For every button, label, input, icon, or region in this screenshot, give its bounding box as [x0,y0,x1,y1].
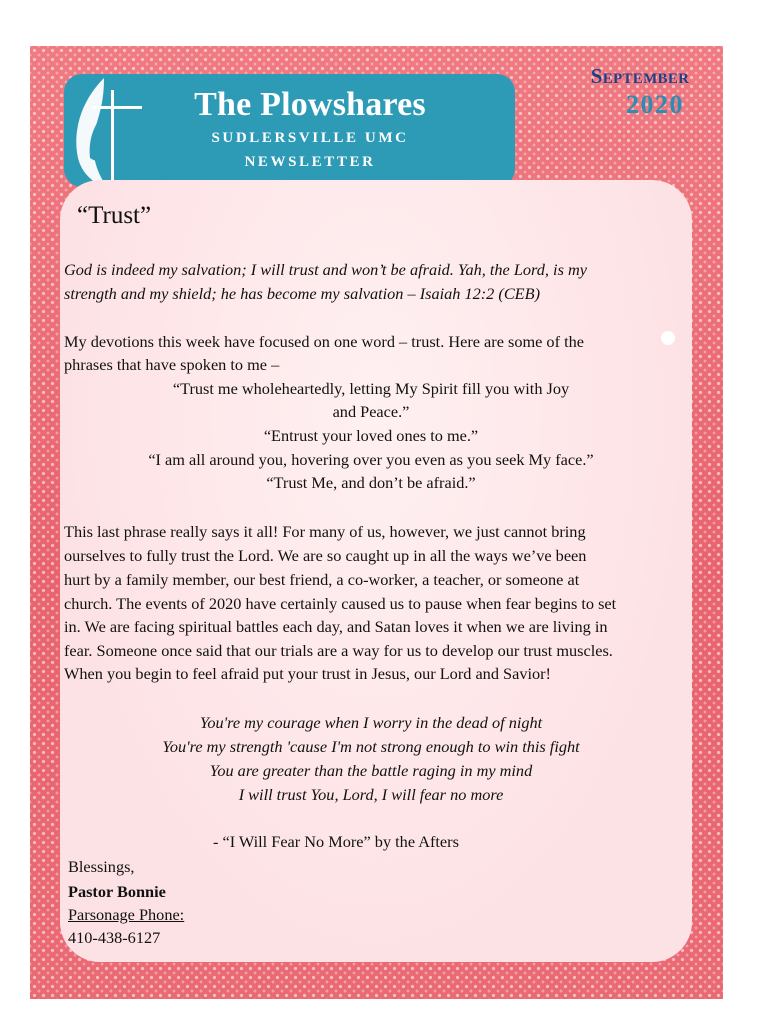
cross-and-flame-icon [64,70,154,195]
issue-year: 2020 [626,90,684,119]
scripture-line: God is indeed my salvation; I will trust and won’t be afraid. Yah, the Lord, is my [64,260,587,279]
lyric-line: You are greater than the battle raging in my mind [209,761,533,780]
lyric-line: You're my strength 'cause I'm not strong enough to win this fight [162,737,580,756]
body-line: ourselves to fully trust the Lord. We are so caught up in all the ways we’ve been [64,546,587,565]
body-line: fear. Someone once said that our trials are a way for us to develop our trust muscles. [64,641,613,660]
intro-line: My devotions this week have focused on one word – trust. Here are some of the [64,332,584,351]
body-line: This last phrase really says it all! For many of us, however, we just cannot bring [64,522,586,541]
body-line: in. We are facing spiritual battles each day, and Satan loves it when we are living in [64,617,608,636]
song-attribution: - “I Will Fear No More” by the Afters [213,832,459,851]
phrase-line: “Trust me wholeheartedly, letting My Spirit fill you with Joy [172,379,570,398]
lyric-line: I will trust You, Lord, I will fear no more [238,785,504,804]
closing-text: Blessings, [68,857,135,876]
phrase-line: “I am all around you, hovering over you even as you seek My face.” [148,450,594,469]
phrase-line: “Trust Me, and don’t be afraid.” [266,473,476,492]
newsletter-subtitle-church: SUDLERSVILLE UMC [211,130,409,146]
body-line: hurt by a family member, our best friend, a co-worker, a teacher, or someone at [64,570,580,589]
phrase-line: “Entrust your loved ones to me.” [263,426,479,445]
scripture-line: strength and my shield; he has become my salvation – Isaiah 12:2 (CEB) [64,284,540,303]
issue-month: September [590,64,690,88]
newsletter-title: The Plowshares [194,86,426,123]
article-heading: “Trust” [77,202,152,229]
phone-number: 410-438-6127 [68,928,161,947]
body-line: When you begin to feel afraid put your trust in Jesus, our Lord and Savior! [64,664,551,683]
pastor-name: Pastor Bonnie [68,882,166,901]
intro-line: phrases that have spoken to me – [64,355,280,374]
newsletter-subtitle-label: NEWSLETTER [244,154,376,170]
body-line: church. The events of 2020 have certainly caused us to pause when fear begins to set [64,594,617,613]
phrase-line: and Peace.” [332,402,410,421]
phone-label: Parsonage Phone: [68,905,185,924]
lyric-line: You're my courage when I worry in the dead of night [199,713,543,732]
